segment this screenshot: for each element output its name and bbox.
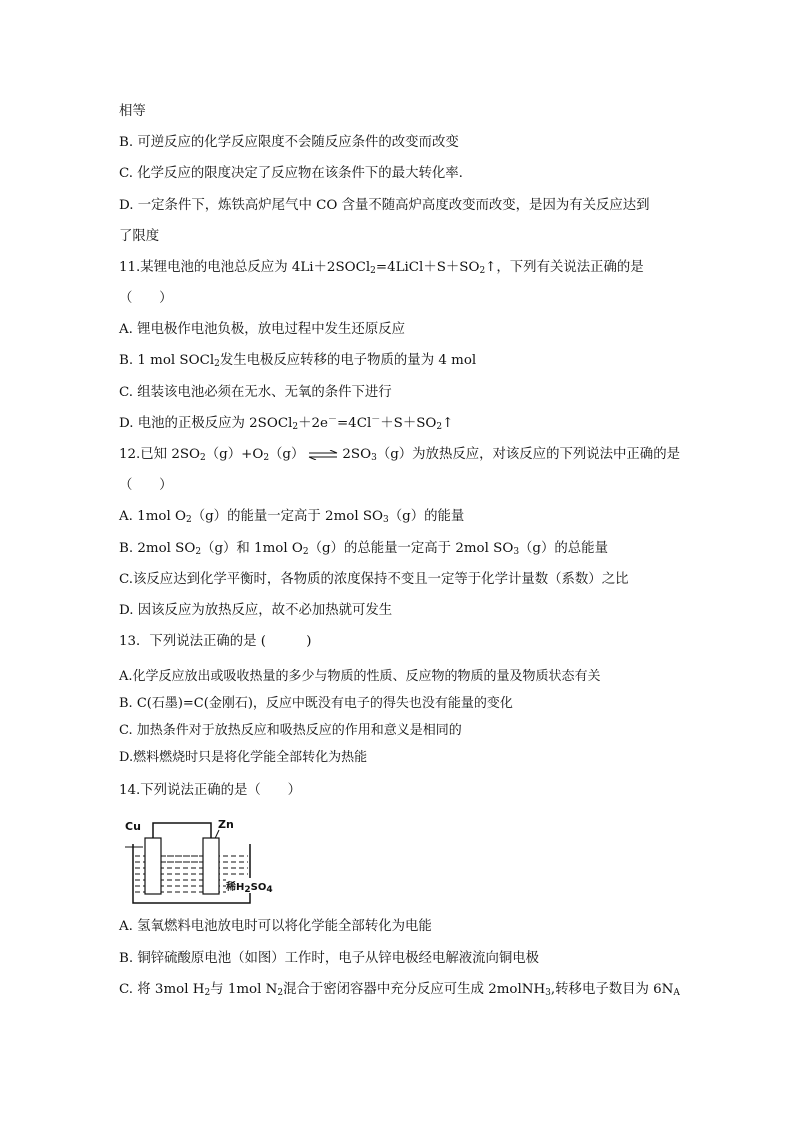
- q13-option-a: A.化学反应放出或吸收热量的多少与物质的性质、反应物的物质的量及物质状态有关: [119, 669, 601, 684]
- q11-option-a: A. 锂电极作电池负极，放电过程中发生还原反应: [119, 322, 405, 337]
- q12-option-d: D. 因该反应为放热反应，故不必加热就可发生: [119, 603, 393, 618]
- q10-option-b: B. 可逆反应的化学反应限度不会随反应条件的改变而改变: [119, 135, 459, 150]
- line-continuation: 相等: [119, 104, 146, 119]
- q12-option-a: A. 1mol $O_2(g)$的能量一定高于 2mol $SO_3(g)$的能量: [119, 509, 465, 525]
- galvanic-cell-figure: [125, 818, 273, 908]
- zn-label: Zn: [218, 818, 234, 831]
- q12-answer-paren: （ ）: [119, 478, 173, 493]
- q11-answer-paren: （ ）: [119, 291, 173, 306]
- q14-option-a: A. 氢氧燃料电池放电时可以将化学能全部转化为电能: [119, 919, 432, 934]
- connecting-wire: [153, 823, 211, 838]
- equilibrium-arrow-icon: [308, 450, 338, 460]
- q12-stem: 12.已知 $2SO_2(g)+O_2(g)$ $2SO_3(g)$为放热反应，对该反应的下列说法中正确的是: [119, 447, 680, 463]
- zinc-electrode: [203, 838, 219, 894]
- q13-option-d: D.燃料燃烧时只是将化学能全部转化为热能: [119, 750, 368, 765]
- q12-option-b: B. 2mol $SO_2(g)$和 1mol $O_2(g)$的总能量一定高于 2mol $SO_3(g)$的总能量: [119, 541, 608, 557]
- q14-stem: 14.下列说法正确的是（ ）: [119, 783, 301, 798]
- q10-option-d-line1: D. 一定条件下，炼铁高炉尾气中 CO 含量不随高炉高度改变而改变，是因为有关反应达到: [119, 198, 650, 213]
- q14-option-c: C. 将 3mol $H_2$与 1mol $N_2$混合于密闭容器中充分反应可生成 2molNH$_3$,转移电子数目为 $6N_A$: [119, 982, 680, 998]
- q11-option-d: D. 电池的正极反应为 $2SOCl_2+2e^-=4Cl^-+S+SO_2↑$: [119, 415, 454, 432]
- q13-stem: 13．下列说法正确的是 ( ): [119, 634, 312, 649]
- q10-option-d-line2: 了限度: [119, 229, 160, 244]
- acid-label: 稀$H_2SO_4$: [226, 878, 273, 893]
- q12-option-c: C.该反应达到化学平衡时，各物质的浓度保持不变且一定等于化学计量数（系数）之比: [119, 572, 629, 587]
- cu-label: Cu: [125, 820, 141, 833]
- q14-option-b: B. 铜锌硫酸原电池（如图）工作时，电子从锌电极经电解液流向铜电极: [119, 951, 540, 966]
- q11-stem: 11.某锂电池的电池总反应为 $4Li+2SOCl_2=4LiCl+S+SO_2↑$，下列有关说法正确的是: [119, 260, 644, 276]
- q11-option-b: B. 1 mol SOCl$_2$发生电极反应转移的电子物质的量为 4 mol: [119, 353, 477, 369]
- q11-option-c: C. 组装该电池必须在无水、无氧的条件下进行: [119, 385, 392, 400]
- copper-electrode: [145, 838, 161, 894]
- q10-option-c: C. 化学反应的限度决定了反应物在该条件下的最大转化率.: [119, 166, 463, 181]
- q13-option-c: C. 加热条件对于放热反应和吸热反应的作用和意义是相同的: [119, 723, 462, 738]
- q13-option-b: B. C(石墨)=C(金刚石)，反应中既没有电子的得失也没有能量的变化: [119, 696, 513, 711]
